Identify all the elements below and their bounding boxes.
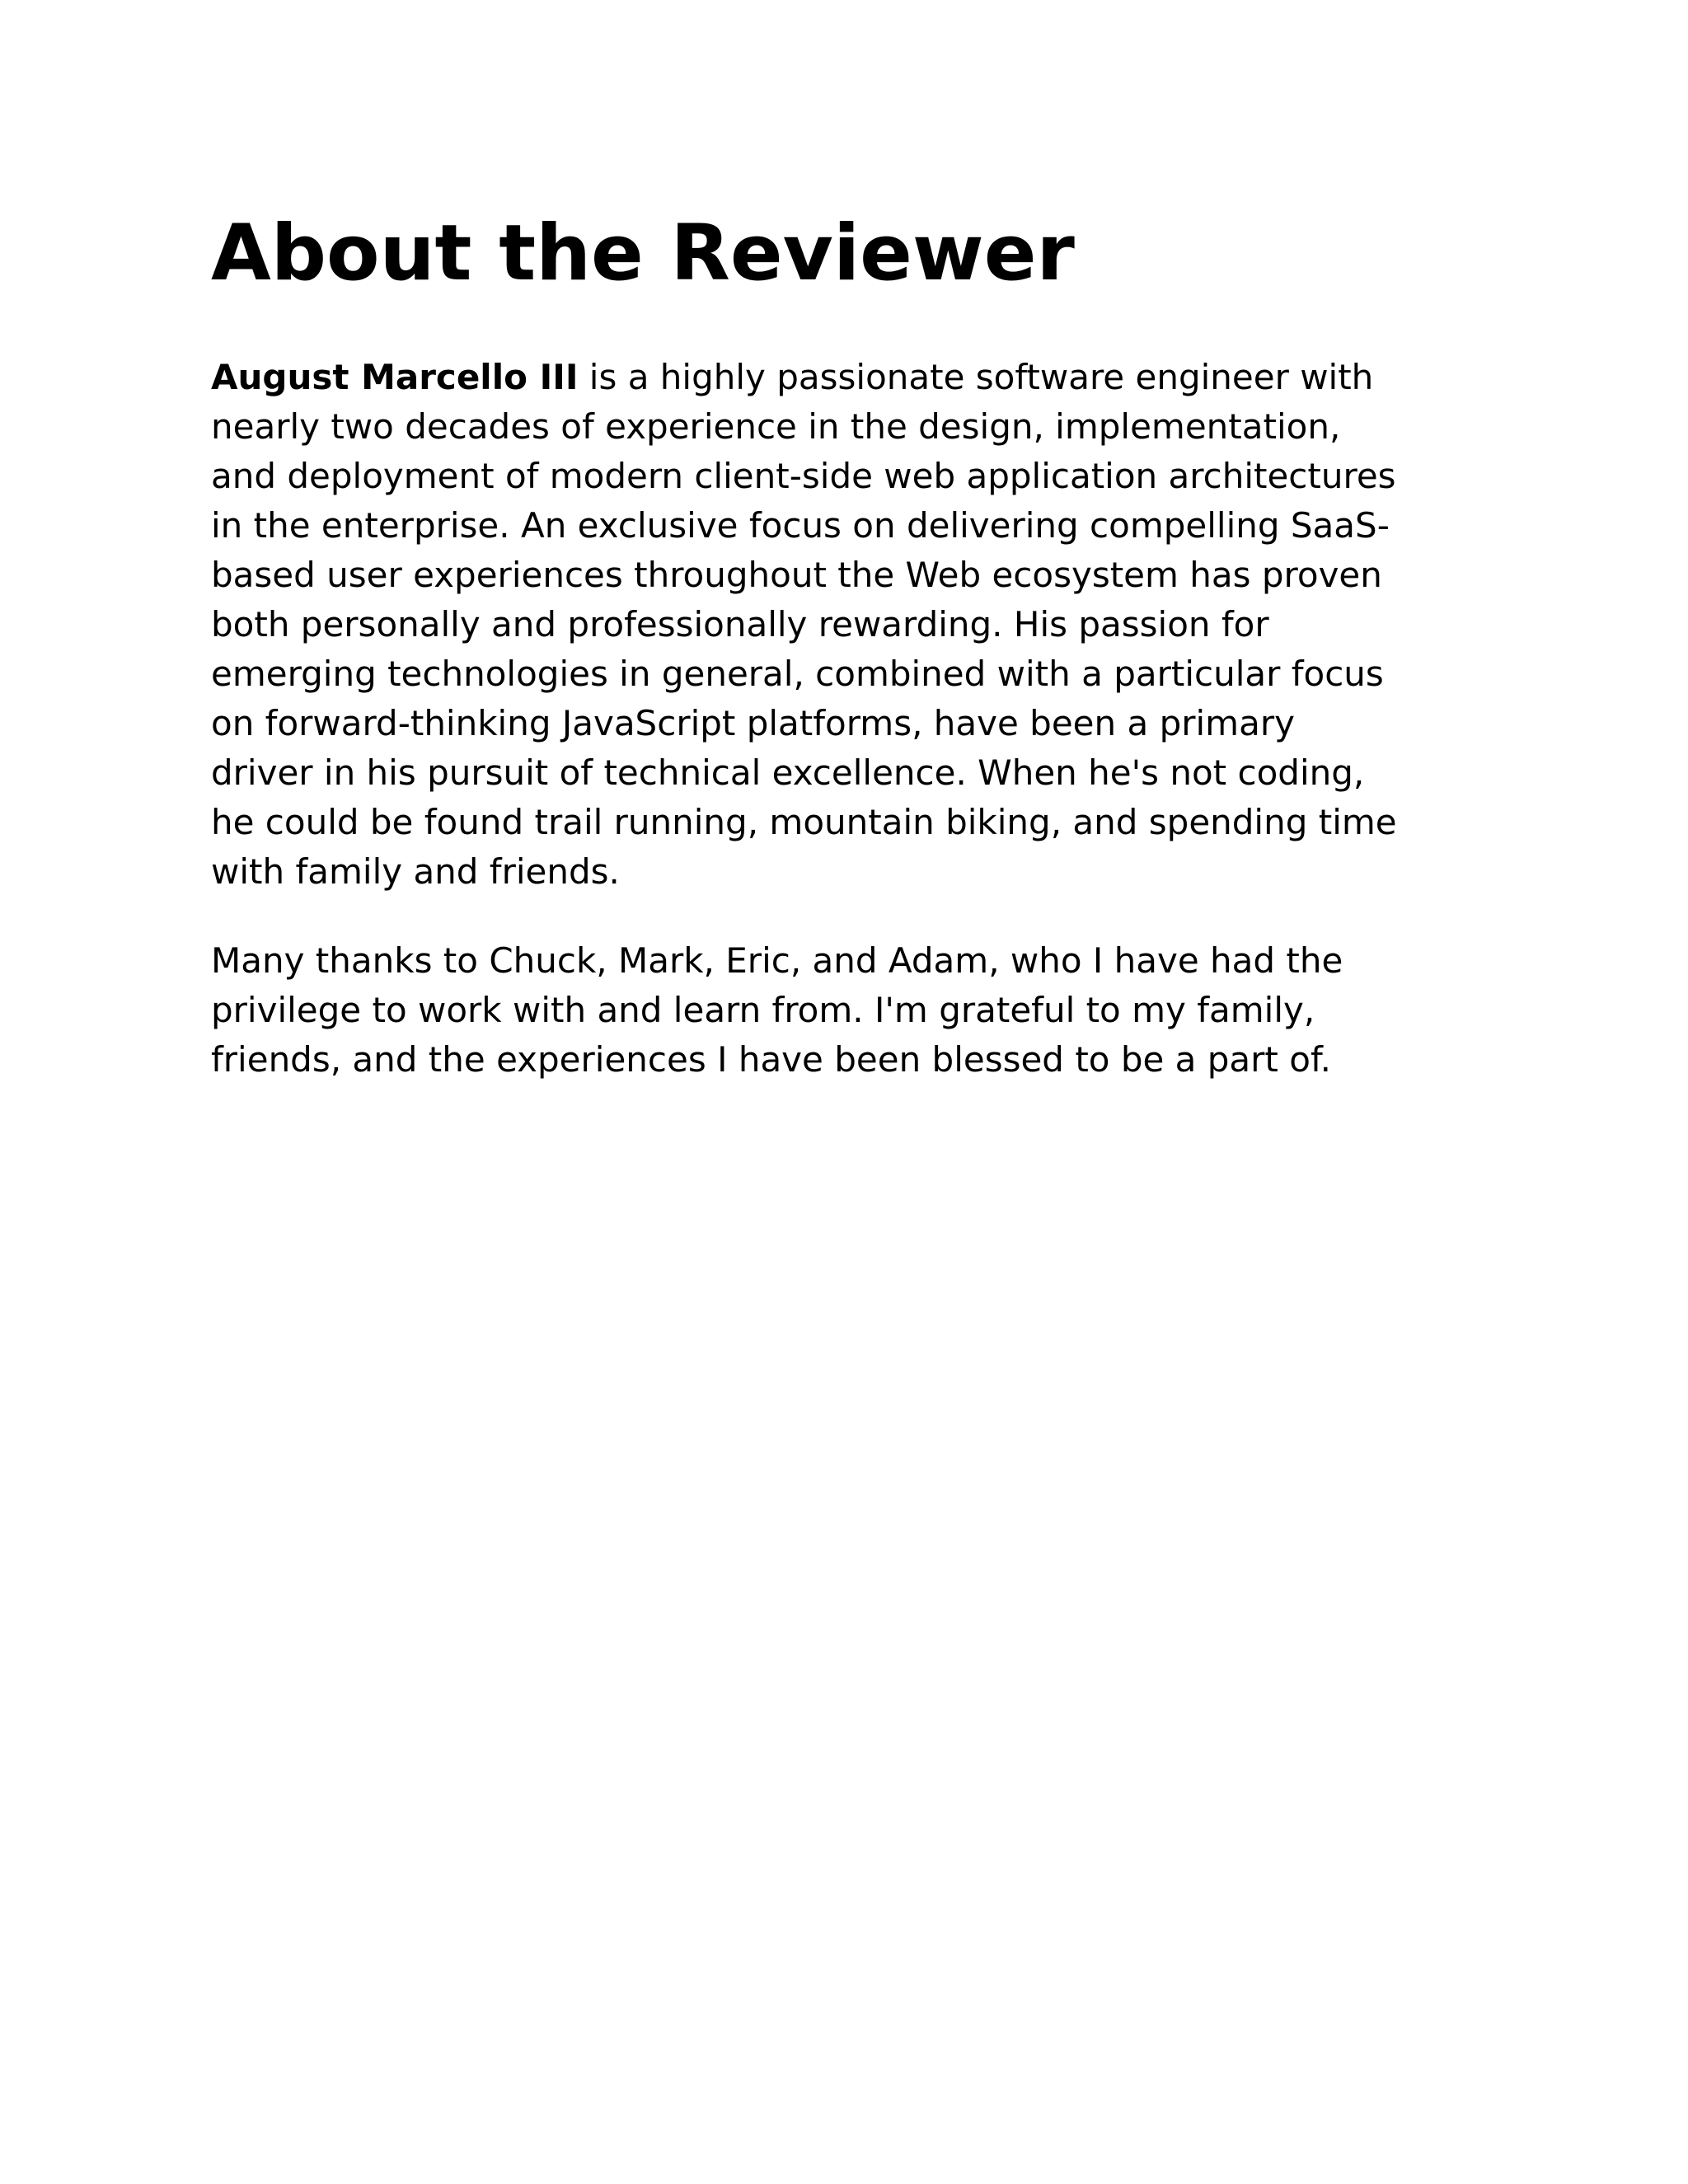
bio-line: on forward-thinking JavaScript platforms, have been a primary [211,703,1295,743]
bio-line: driver in his pursuit of technical excellence. When he's not coding, [211,752,1365,793]
bio-line: he could be found trail running, mountain biking, and spending time [211,802,1397,842]
thanks-line: Many thanks to Chuck, Mark, Eric, and Adam, who I have had the [211,940,1343,981]
bio-line-1 [211,353,1497,402]
thanks-line: friends, and the experiences I have been blessed to be a part of. [211,1039,1332,1080]
bio-line-1-text: is a highly passionate software engineer with [578,357,1374,397]
bio-line: based user experiences throughout the Web ecosystem has proven [211,555,1382,595]
bio-line: nearly two decades of experience in the design, implementation, [211,406,1341,447]
reviewer-name: August Marcello III [211,357,579,397]
document-content [211,204,1497,1124]
bio-line: both personally and professionally rewarding. His passion for [211,604,1269,644]
page-title: About the Reviewer [211,209,1075,298]
bio-line: emerging technologies in general, combined with a particular focus [211,654,1384,694]
bio-line: and deployment of modern client-side web application architectures [211,456,1396,496]
thanks-paragraph [211,936,1497,1085]
thanks-line: privilege to work with and learn from. I'm grateful to my family, [211,990,1315,1030]
bio-line: in the enterprise. An exclusive focus on delivering compelling SaaS- [211,505,1390,546]
bio-paragraph [211,353,1497,897]
bio-line: with family and friends. [211,851,620,892]
